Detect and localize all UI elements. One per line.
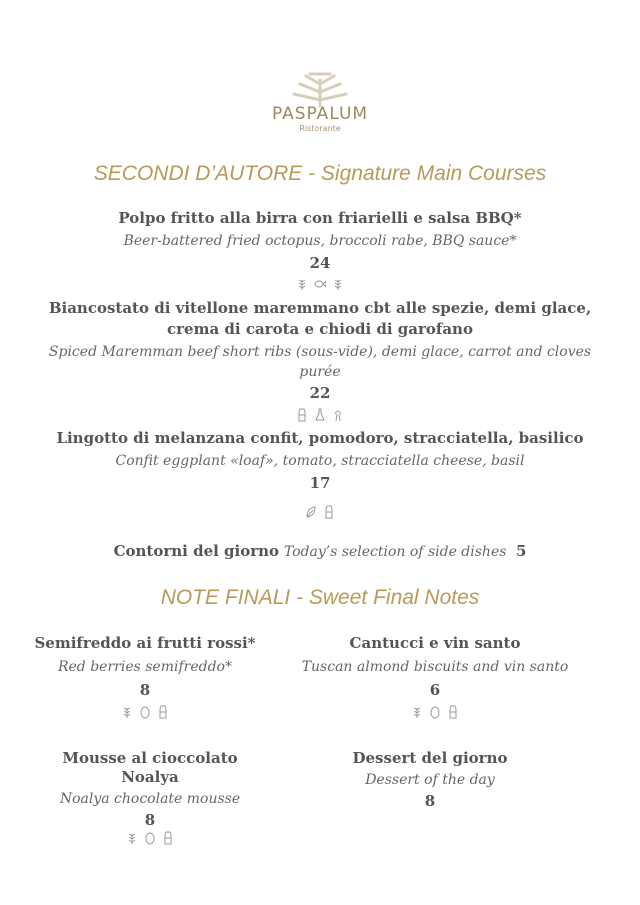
dish-description: purée	[299, 364, 341, 380]
dessert-item	[30, 634, 260, 719]
milk-icon	[323, 505, 335, 519]
dessert-name: Cantucci e vin santo	[349, 634, 521, 652]
dessert-name: Semifreddo ai frutti rossi*	[34, 634, 256, 652]
dessert-item	[300, 634, 570, 719]
contorni-price: 5	[515, 542, 527, 560]
milk-icon	[162, 831, 174, 845]
dish-price: 22	[309, 384, 331, 402]
dish-price: 17	[309, 474, 331, 492]
section-title-secondi: SECONDI D’AUTORE - Signature Main Courses	[93, 162, 547, 185]
section-title-note-finali: NOTE FINALI - Sweet Final Notes	[160, 586, 480, 609]
dish-name: Lingotto di melanzana confit, pomodoro, stracciatella, basilico	[56, 429, 584, 447]
dessert-description: Red berries semifreddo*	[57, 659, 232, 675]
dessert-description: Tuscan almond biscuits and vin santo	[301, 659, 569, 675]
dessert-price: 8	[139, 681, 151, 699]
allergen-icons	[0, 408, 640, 422]
dessert-item	[40, 749, 260, 845]
leaf-emblem-icon	[280, 72, 360, 108]
sulphite-icon	[314, 408, 326, 422]
dessert-name: Dessert del giorno	[352, 749, 508, 767]
dessert-name: Mousse al cioccolato Noalya	[62, 749, 238, 786]
dish-name: crema di carota e chiodi di garofano	[167, 320, 473, 338]
wheat-icon	[332, 277, 344, 291]
dish-name: Polpo fritto alla birra con friarielli e salsa BBQ*	[118, 209, 522, 227]
egg-icon	[144, 831, 156, 845]
dessert-price: 6	[429, 681, 441, 699]
wheat-icon	[411, 705, 423, 719]
wheat-icon	[121, 705, 133, 719]
dish-description: Spiced Maremman beef short ribs (sous-vide), demi glace, carrot and cloves	[48, 344, 592, 360]
milk-icon	[447, 705, 459, 719]
dessert-price: 8	[144, 811, 156, 829]
allergen-icons	[40, 831, 260, 845]
milk-icon	[157, 705, 169, 719]
fish-icon	[314, 277, 326, 291]
dessert-description: Noalya chocolate mousse	[59, 791, 241, 807]
dessert-item	[330, 749, 530, 810]
dessert-description: Dessert of the day	[365, 772, 495, 788]
dessert-price: 8	[424, 792, 436, 810]
wheat-icon	[126, 831, 138, 845]
egg-icon	[429, 705, 441, 719]
celery-icon	[332, 408, 344, 422]
allergen-icons	[30, 705, 260, 719]
brand-subtitle: Ristorante	[299, 124, 341, 133]
contorni-description: Today’s selection of side dishes	[283, 544, 507, 560]
allergen-icons	[0, 505, 640, 519]
contorni-line	[0, 542, 640, 560]
dish-description: Confit eggplant «loaf», tomato, stracciatella cheese, basil	[115, 453, 525, 469]
brand-name: PASPALUM	[271, 104, 369, 124]
contorni-name: Contorni del giorno	[113, 542, 280, 560]
allergen-icons	[0, 277, 640, 291]
wheat-icon	[296, 277, 308, 291]
allergen-icons	[300, 705, 570, 719]
dish-description: Beer-battered fried octopus, broccoli rabe, BBQ sauce*	[123, 233, 517, 249]
dish-name: Biancostato di vitellone maremmano cbt alle spezie, demi glace,	[48, 299, 592, 317]
egg-icon	[139, 705, 151, 719]
milk-icon	[296, 408, 308, 422]
leaf-icon	[305, 505, 317, 519]
dish-price: 24	[309, 254, 331, 272]
